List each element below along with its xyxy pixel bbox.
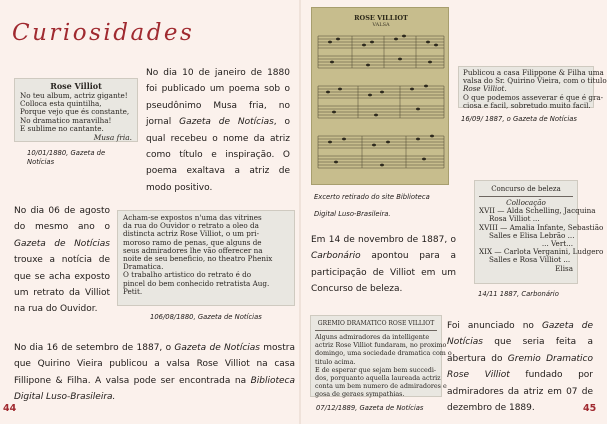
- clipping-line: E de esperar que sejam bem succedi-: [315, 365, 437, 374]
- paragraph-text: , o qual recebeu o nome da atriz como título e inspiração. O poema exaltava a atriz de modo positivo.: [146, 117, 290, 193]
- clipping-line: O que podemos asseverar é que é gra-: [463, 92, 604, 102]
- clipping-caption: 14/11 1887, Carbonário: [478, 290, 559, 298]
- clipping-line: pincel do bem conhecido retratista Aug.: [123, 278, 270, 288]
- sheet-music-image: [311, 7, 449, 185]
- society-name: Gremio Dramatico Rose Villiot: [447, 353, 593, 381]
- clipping-line: No teu album, actriz gigante!: [20, 91, 128, 100]
- library-name: Biblioteca Digital Luso-Brasileira.: [14, 375, 295, 403]
- newspaper-clipping-poem: [14, 78, 138, 142]
- clipping-line: titulo acima.: [315, 357, 356, 366]
- clipping-line: Salles e Rosa Villiot ...: [489, 255, 571, 265]
- clipping-line: moroso ramo de penas, que alguns de: [123, 237, 262, 247]
- clipping-line: Collocação: [506, 198, 546, 207]
- section-title: Curiosidades: [12, 20, 195, 46]
- clipping-line: ciosa e facil, sobretudo muito facil.: [463, 100, 591, 110]
- clipping-line: XVIII — Amalia Infante, Sebastião: [479, 222, 604, 232]
- clipping-caption: 16/09/ 1887, o Gazeta de Notícias: [461, 115, 577, 123]
- article-paragraph: [14, 203, 110, 318]
- clipping-line: Petit.: [123, 286, 143, 296]
- staff-lines-graphic: [312, 30, 450, 186]
- clipping-line: conta um bem numero de admiradores e: [315, 382, 447, 391]
- newspaper-name: Carbonário: [311, 251, 361, 262]
- article-paragraph: [14, 340, 295, 406]
- clipping-line: actriz Rose Villiot fundaram, no proximo: [315, 341, 447, 350]
- clipping-line: XVII — Alda Schelling, Jacquina: [479, 206, 596, 216]
- clipping-line: Acham-se expostos n'uma das vitrines: [123, 213, 262, 222]
- clipping-line: dos, porquanto aquella laureada actriz: [315, 374, 441, 383]
- clipping-rule: [479, 196, 573, 197]
- paragraph-text: que seria feita a abertura do: [447, 337, 593, 364]
- article-paragraph: [146, 65, 290, 196]
- clipping-rule: [315, 330, 437, 331]
- clipping-line: domingo, uma sociedade dramatica com o: [315, 349, 452, 358]
- newspaper-clipping-portrait: [117, 210, 295, 306]
- paragraph-text: trouxe a notícia de que se acha exposto um retrato da Villiot na rua do Ouvidor.: [14, 255, 110, 315]
- article-paragraph: [447, 318, 593, 416]
- paragraph-text: fundado por admiradores da atriz em 07 de dezembro de 1889.: [447, 370, 593, 414]
- paragraph-text: Foi anunciado no: [447, 321, 542, 331]
- clipping-line: Publicou a casa Filippone & Filha uma: [463, 68, 604, 77]
- paragraph-text: apontou para a participação de Villiot em um Concurso de beleza.: [311, 251, 456, 295]
- newspaper-name: Gazeta de Notícias: [447, 321, 593, 348]
- clipping-heading: GREMIO DRAMATICO ROSE VILLIOT: [317, 320, 435, 327]
- clipping-line: distincta actriz Rose Villiot, o um pri-: [123, 229, 260, 239]
- clipping-signature: Musa fria.: [93, 133, 132, 143]
- newspaper-name: Gazeta de Notícias: [14, 238, 110, 249]
- sheet-music-subtitle: VALSA: [372, 22, 390, 28]
- clipping-line: Rose Villiot.: [463, 84, 507, 94]
- paragraph-text: mostra que Quirino Vieira publicou a valsa Rose Villiot na casa Fillipone & Filha. A valsa pode ser encontrada na: [14, 343, 295, 386]
- clipping-line: Colloca esta quintilha,: [20, 99, 102, 109]
- clipping-caption: 106/08/1880, Gazeta de Notícias: [150, 313, 262, 321]
- paragraph-text: No dia 10 de janeiro de 1880 foi publicado um poema sob o pseudônimo Musa fria, no jornal: [146, 68, 290, 128]
- clipping-line: Elisa: [555, 263, 573, 273]
- clipping-line: Alguns admiradores da intelligente: [315, 333, 430, 341]
- image-caption: Excerto retirado do site Biblioteca Digital Luso-Brasileira.: [314, 193, 430, 218]
- clipping-line: gosa de geraes sympathias.: [315, 390, 405, 399]
- clipping-line: Rosa Villiot ...: [489, 214, 540, 224]
- clipping-caption: 07/12/1889, Gazeta de Notícias: [316, 404, 424, 412]
- sheet-music-title: ROSE VILLIOT: [354, 14, 408, 22]
- newspaper-clipping-gremio: [310, 315, 452, 399]
- clipping-caption: 10/01/1880, Gazeta de Notícias: [27, 149, 106, 166]
- newspaper-clipping-contest: [474, 180, 604, 284]
- newspaper-name: Gazeta de Notícias: [179, 117, 274, 128]
- clipping-line: Porque vejo que és constante,: [20, 107, 130, 117]
- clipping-line: Dramatica.: [123, 262, 164, 272]
- paragraph-text: No dia 16 de setembro de 1887, o: [14, 343, 175, 353]
- page-gutter: [299, 0, 301, 424]
- clipping-line: valsa do Sr. Quirino Vieira, com o titulo: [463, 76, 607, 86]
- paragraph-text: No dia 06 de agosto do mesmo ano o: [14, 206, 110, 233]
- newspaper-name: Gazeta de Notícias: [174, 343, 260, 353]
- clipping-line: Salles e Elisa Lebrão ...: [489, 230, 575, 240]
- clipping-line: XIX — Carlota Verganini, Ludgero: [479, 247, 604, 257]
- clipping-line: E sublime no cantante.: [20, 123, 104, 133]
- clipping-heading: Rose Villiot: [50, 81, 102, 91]
- article-paragraph: [311, 232, 456, 298]
- clipping-line: da rua do Ouvidor o retrato a oleo da: [123, 221, 259, 231]
- page-number-right: 45: [583, 403, 597, 414]
- clipping-heading: Concurso de beleza: [491, 185, 561, 193]
- clipping-line: O trabalho artistico do retrato é do: [123, 270, 252, 280]
- clipping-line: No dramatico maravilha!: [20, 115, 112, 125]
- clipping-line: seus admiradores lhe vão offerecer na: [123, 245, 263, 255]
- newspaper-clipping-valsa: [458, 66, 607, 110]
- clipping-line: noite de seu beneficio, no theatro Phenix: [123, 254, 273, 264]
- page-number-left: 44: [3, 403, 17, 414]
- paragraph-text: Em 14 de novembro de 1887, o: [311, 235, 456, 245]
- clipping-line: ... Vert...: [541, 239, 573, 249]
